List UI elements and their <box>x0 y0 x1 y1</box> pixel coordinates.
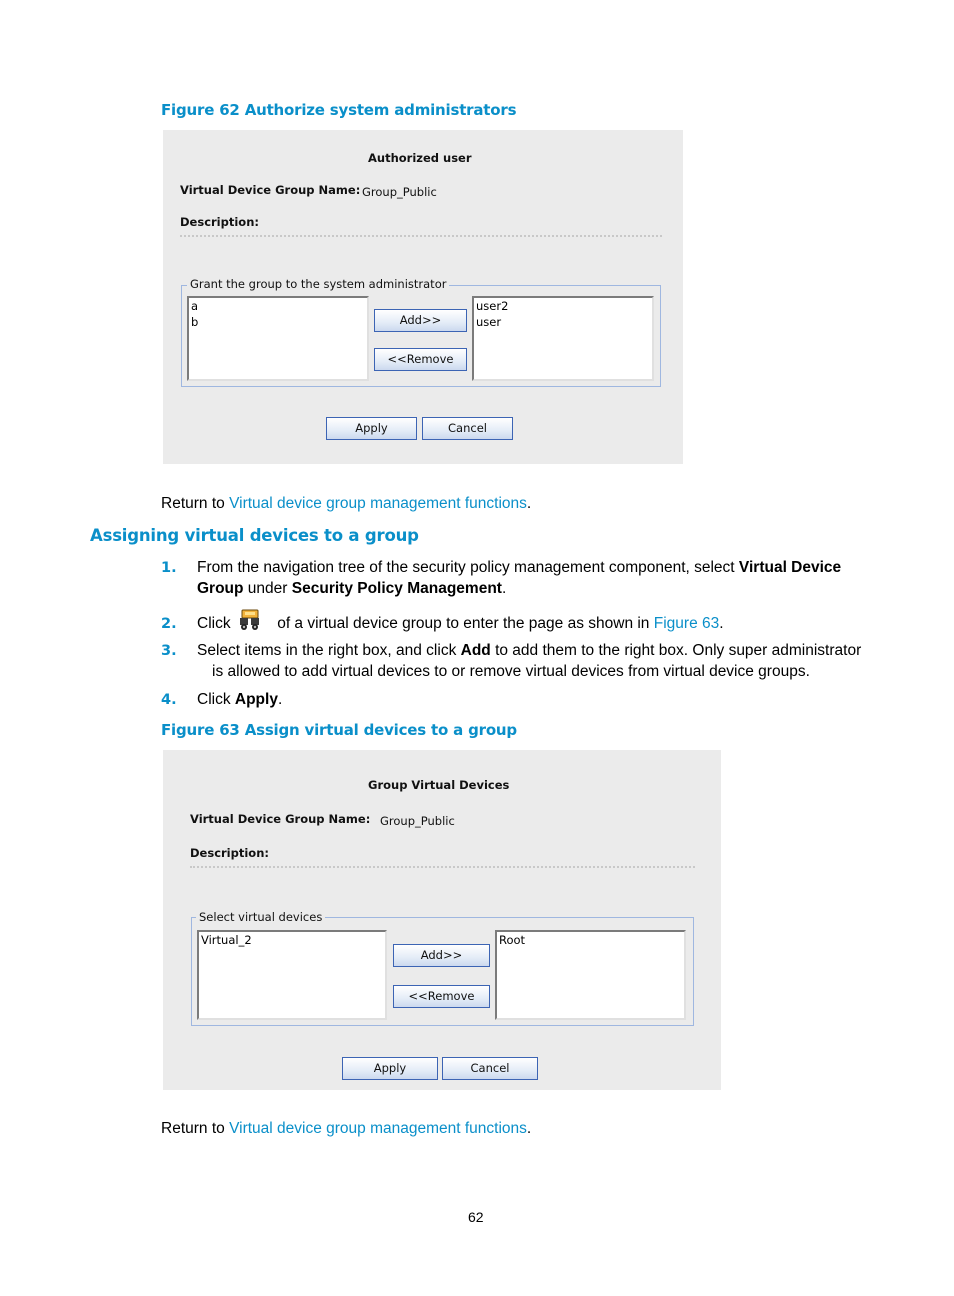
return-prefix: Return to <box>161 1120 230 1137</box>
return-suffix: . <box>526 495 532 512</box>
select-devices-legend: Select virtual devices <box>196 910 325 924</box>
cancel-button[interactable]: Cancel <box>422 417 513 440</box>
step-4 <box>197 689 282 710</box>
step-text: is allowed to add virtual devices to or remove virtual devices from virtual device groups. <box>212 663 810 680</box>
step-text: of a virtual device group to enter the page as shown in <box>272 615 654 632</box>
step-bold: Virtual Device <box>738 559 842 576</box>
step-text: . <box>501 580 507 597</box>
figure-62-caption: Figure 62 Authorize system administrators <box>161 101 517 119</box>
return-line-1 <box>161 493 531 514</box>
step-number: 4. <box>161 692 177 708</box>
step-number: 1. <box>161 560 177 576</box>
available-devices-list[interactable] <box>197 930 387 1020</box>
return-prefix: Return to <box>161 495 230 512</box>
step-text: Click <box>197 615 235 632</box>
group-name-value: Group_Public <box>362 185 437 199</box>
step-text: Select items in the right box, and click <box>197 642 461 659</box>
return-link[interactable]: Virtual device group management functions <box>229 1120 527 1137</box>
step-bold: Apply <box>234 691 278 708</box>
group-name-value: Group_Public <box>380 814 455 828</box>
group-name-label: Virtual Device Group Name: <box>180 183 361 197</box>
step-text: . <box>277 691 283 708</box>
figure-63-screenshot <box>163 750 721 1090</box>
remove-button[interactable]: <<Remove <box>393 985 490 1008</box>
list-item[interactable]: Virtual_2 <box>201 933 252 947</box>
cancel-button[interactable]: Cancel <box>442 1057 538 1080</box>
group-name-label: Virtual Device Group Name: <box>190 812 371 826</box>
divider <box>180 235 662 237</box>
step-number: 3. <box>161 643 177 659</box>
step-3 <box>197 640 887 682</box>
page-number: 62 <box>468 1209 484 1225</box>
step-bold: Group <box>197 580 244 597</box>
figure-63-caption: Figure 63 Assign virtual devices to a group <box>161 721 517 739</box>
step-text: Click <box>197 691 235 708</box>
return-link[interactable]: Virtual device group management functions <box>229 495 527 512</box>
list-item[interactable]: user <box>476 314 502 329</box>
list-item[interactable]: a <box>191 299 199 313</box>
step-bold: Add <box>460 642 491 659</box>
step-number: 2. <box>161 616 177 632</box>
available-admins-list[interactable] <box>187 296 369 381</box>
remove-button[interactable]: <<Remove <box>374 348 467 371</box>
apply-button[interactable]: Apply <box>326 417 417 440</box>
list-item[interactable]: Root <box>499 933 526 947</box>
panel-title: Authorized user <box>368 151 472 165</box>
add-button[interactable]: Add>> <box>374 309 467 332</box>
step-text: under <box>243 580 292 597</box>
divider <box>190 866 695 868</box>
step-bold: Security Policy Management <box>291 580 502 597</box>
authorized-admins-list[interactable] <box>472 296 654 381</box>
description-label: Description: <box>180 215 259 229</box>
description-label: Description: <box>190 846 269 860</box>
step-text: From the navigation tree of the security policy management component, select <box>197 559 739 576</box>
figure-63-link[interactable]: Figure 63 <box>653 615 720 632</box>
apply-button[interactable]: Apply <box>342 1057 438 1080</box>
return-line-2 <box>161 1118 531 1139</box>
step-text: . <box>719 615 724 632</box>
virtual-device-group-icon[interactable] <box>239 609 265 627</box>
figure-62-screenshot <box>163 130 683 464</box>
section-heading: Assigning virtual devices to a group <box>90 526 419 545</box>
list-item[interactable]: b <box>191 314 199 329</box>
add-button[interactable]: Add>> <box>393 944 490 967</box>
list-item[interactable]: user2 <box>476 299 509 313</box>
grant-legend: Grant the group to the system administrator <box>187 277 449 291</box>
group-devices-list[interactable] <box>495 930 686 1020</box>
step-2 <box>197 613 877 634</box>
panel-title: Group Virtual Devices <box>368 778 510 792</box>
step-1 <box>197 557 877 599</box>
return-suffix: . <box>526 1120 532 1137</box>
step-text: to add them to the right box. Only super administrator <box>490 642 862 659</box>
